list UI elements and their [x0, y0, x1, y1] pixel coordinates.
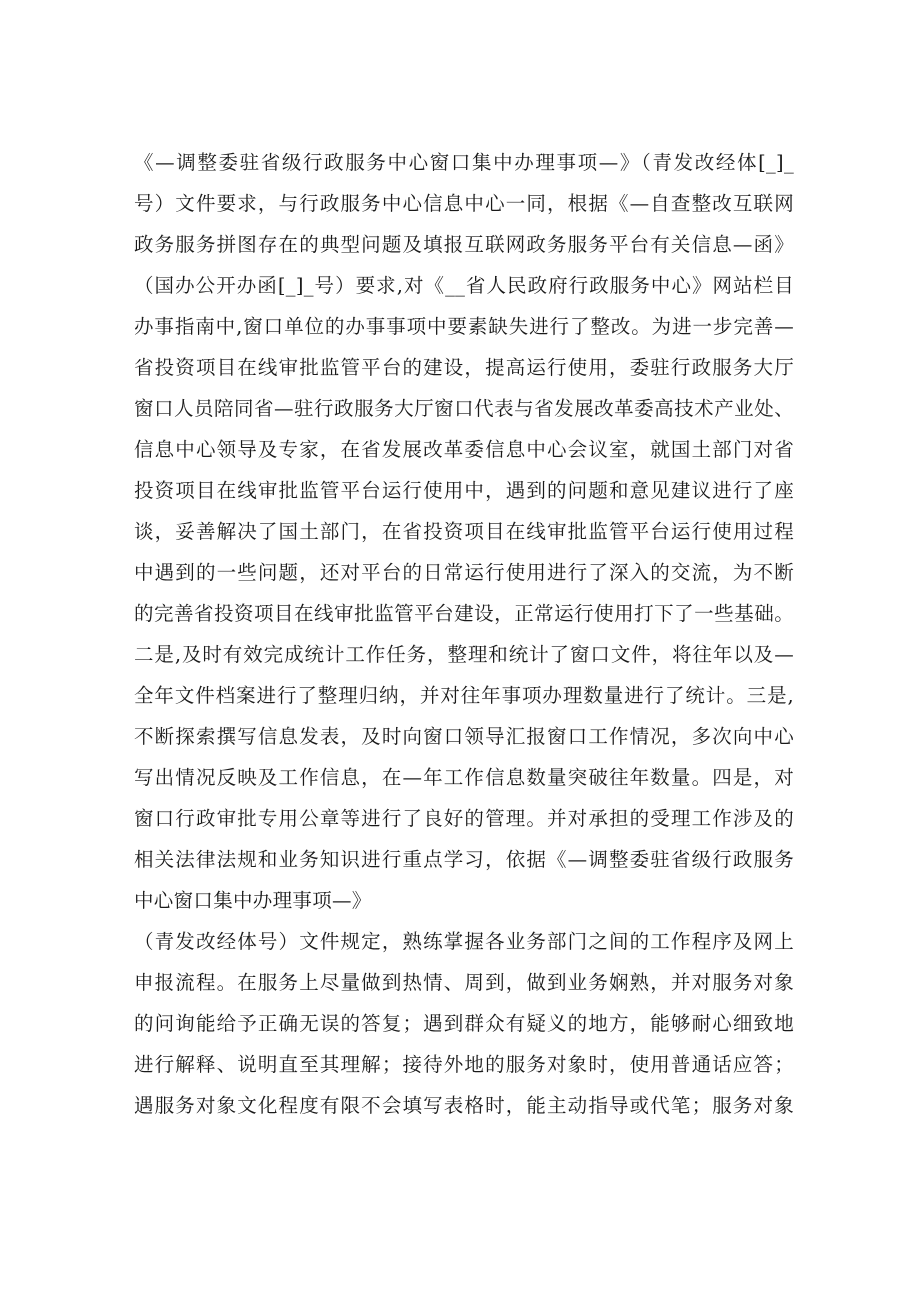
text-line: 窗口人员陪同省—驻行政服务大厅窗口代表与省发展改革委高技术产业处、 [134, 397, 794, 420]
text-line: 谈，妥善解决了国土部门，在省投资项目在线审批监管平台运行使用过程 [134, 520, 794, 543]
text-line: 省投资项目在线审批监管平台的建设，提高运行使用，委驻行政服务大厅 [134, 356, 794, 379]
text-line: 遇服务对象文化程度有限不会填写表格时，能主动指导或代笔；服务对象 [134, 1094, 794, 1117]
text-line: 的完善省投资项目在线审批监管平台建设，正常运行使用打下了一些基础。 [134, 602, 794, 625]
text-line: 的问询能给予正确无误的答复；遇到群众有疑义的地方，能够耐心细致地 [134, 1012, 794, 1035]
text-line: 办事指南中,窗口单位的办事事项中要素缺失进行了整改。为进一步完善— [134, 315, 794, 338]
text-line: 投资项目在线审批监管平台运行使用中，遇到的问题和意见建议进行了座 [134, 479, 794, 502]
text-line: 政务服务拼图存在的典型问题及填报互联网政务服务平台有关信息—函》 [134, 233, 794, 256]
text-line: 信息中心领导及专家，在省发展改革委信息中心会议室，就国土部门对省 [134, 438, 794, 461]
text-line: 二是,及时有效完成统计工作任务，整理和统计了窗口文件，将往年以及— [134, 643, 794, 666]
text-line: 写出情况反映及工作信息，在—年工作信息数量突破往年数量。四是，对 [134, 766, 794, 789]
text-line: 窗口行政审批专用公章等进行了良好的管理。并对承担的受理工作涉及的 [134, 807, 794, 830]
text-line: 不断探索撰写信息发表，及时向窗口领导汇报窗口工作情况，多次向中心 [134, 725, 794, 748]
text-line: 《—调整委驻省级行政服务中心窗口集中办理事项—》（青发改经体[_]_ [134, 151, 794, 174]
text-line: 中遇到的一些问题，还对平台的日常运行使用进行了深入的交流，为不断 [134, 561, 794, 584]
text-line: 相关法律法规和业务知识进行重点学习，依据《—调整委驻省级行政服务 [134, 848, 794, 871]
document-body [134, 142, 794, 1126]
paragraph-1 [134, 142, 794, 921]
text-line: 进行解释、说明直至其理解；接待外地的服务对象时，使用普通话应答； [134, 1053, 794, 1076]
text-line: 全年文件档案进行了整理归纳，并对往年事项办理数量进行了统计。三是, [134, 684, 794, 707]
paragraph-2 [134, 921, 794, 1126]
text-line: （国办公开办函[_]_号）要求,对《__省人民政府行政服务中心》网站栏目 [134, 274, 794, 297]
text-line: 号）文件要求，与行政服务中心信息中心一同，根据《—自查整改互联网 [134, 192, 794, 215]
text-line: 申报流程。在服务上尽量做到热情、周到，做到业务娴熟，并对服务对象 [134, 971, 794, 994]
text-line: 中心窗口集中办理事项—》 [134, 889, 372, 912]
text-line: （青发改经体号）文件规定，熟练掌握各业务部门之间的工作程序及网上 [134, 930, 794, 953]
